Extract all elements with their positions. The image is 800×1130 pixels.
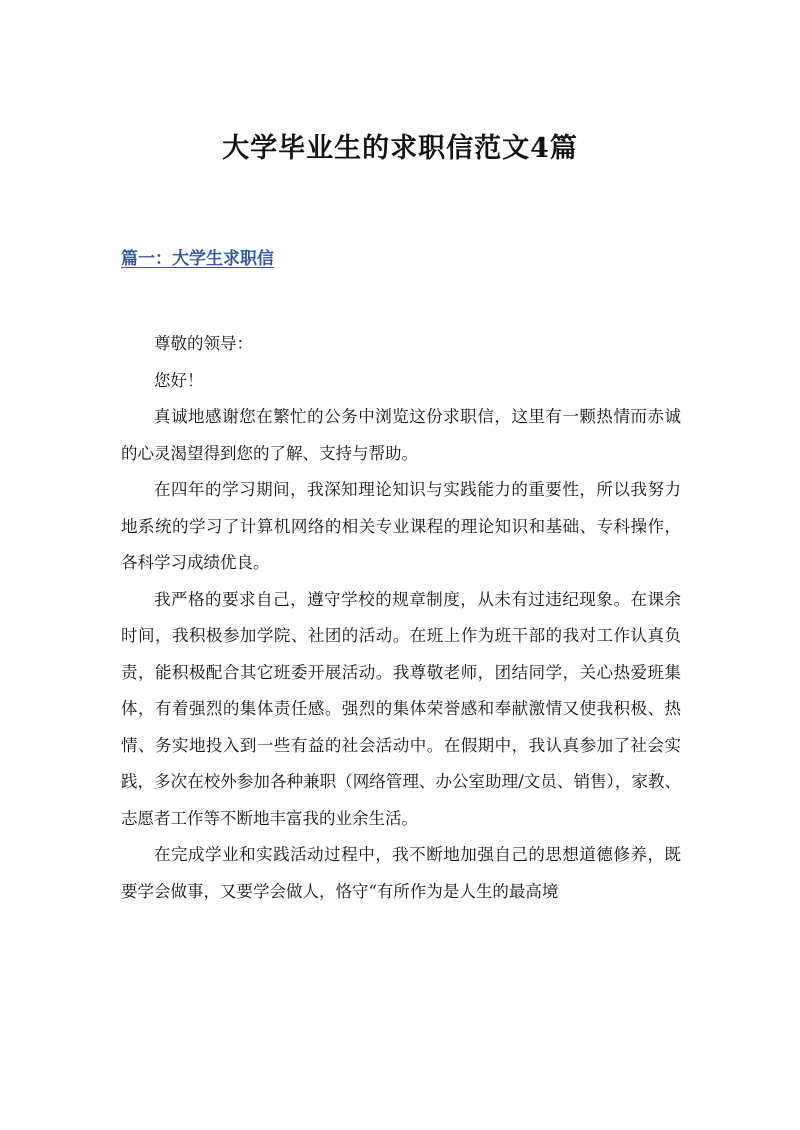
- document-title: 大学毕业生的求职信范文4篇: [222, 133, 578, 164]
- paragraph-character: 在完成学业和实践活动过程中，我不断地加强自己的思想道德修养，既要学会做事，又要学会做人，恪守“有所作为是人生的最高境: [121, 845, 681, 901]
- greeting: 您好！: [154, 370, 204, 390]
- letter-body: [121, 326, 681, 910]
- section-heading-link[interactable]: 篇一：大学生求职信: [121, 249, 274, 269]
- paragraph-thanks: 真诚地感谢您在繁忙的公务中浏览这份求职信，这里有一颗热情而赤诚的心灵渴望得到您的了解、支持与帮助。: [121, 407, 681, 463]
- paragraph-activities: 我严格的要求自己，遵守学校的规章制度，从未有过违纪现象。在课余时间，我积极参加学院、社团的活动。在班上作为班干部的我对工作认真负责，能积极配合其它班委开展活动。我尊敬老师，团结同学，关心热爱班集体，有着强烈的集体责任感。强烈的集体荣誉感和奉献激情又使我积极、热情、务实地投入到一些有益的社会活动中。在假期中，我认真参加了社会实践，多次在校外参加各种兼职（网络管理、办公室助理/文员、销售），家教、志愿者工作等不断地丰富我的业余生活。: [121, 589, 681, 828]
- paragraph-study: 在四年的学习期间，我深知理论知识与实践能力的重要性，所以我努力地系统的学习了计算机网络的相关专业课程的理论知识和基础、专科操作，各科学习成绩优良。: [121, 480, 681, 572]
- salutation: 尊敬的领导：: [154, 334, 253, 353]
